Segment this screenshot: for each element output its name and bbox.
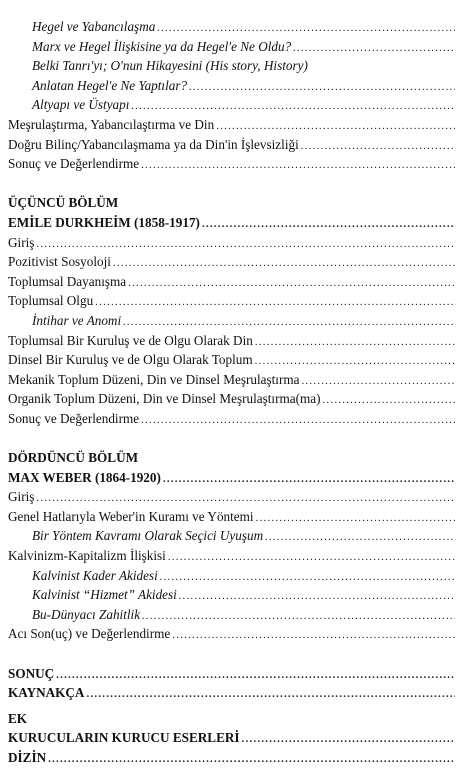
dot-leader — [322, 391, 455, 411]
toc-entry — [8, 624, 455, 644]
dot-leader — [265, 528, 455, 548]
toc-entry-title: Giriş — [8, 234, 35, 250]
toc-entry — [8, 507, 455, 527]
toc-entry-title: Belki Tanrı'yı; O'nun Hikayesini (His story, History) — [32, 58, 308, 74]
toc-entry — [8, 233, 455, 253]
toc-entry — [8, 56, 455, 76]
toc-entry-title: EMİLE DURKHEİM (1858-1917) — [8, 214, 200, 230]
toc-entry — [8, 135, 455, 155]
table-of-contents — [8, 17, 455, 768]
toc-entry-title: Kalvinist “Hizmet” Akidesi — [32, 587, 177, 603]
toc-entry-title: Sonuç ve Değerlendirme — [8, 410, 140, 426]
toc-entry — [8, 585, 455, 605]
toc-entry-title: Toplumsal Dayanışma — [8, 273, 127, 289]
dot-leader — [168, 548, 455, 568]
toc-entry — [8, 272, 455, 292]
chapter-heading: ÜÇÜNCÜ BÖLÜM — [8, 195, 119, 211]
spacer — [8, 428, 455, 448]
dot-leader — [142, 607, 455, 627]
toc-entry — [8, 546, 455, 566]
toc-entry — [8, 526, 455, 546]
dot-leader — [202, 215, 455, 235]
dot-leader — [86, 685, 455, 705]
toc-entry-title: MAX WEBER (1864-1920) — [8, 469, 161, 485]
toc-entry-title: Altyapı ve Üstyapı — [32, 97, 130, 113]
toc-entry — [8, 311, 455, 331]
dot-leader — [163, 470, 455, 490]
toc-entry-title: Dinsel Bir Kuruluş ve de Olgu Olarak Toplum — [8, 352, 253, 368]
toc-entry-title: Toplumsal Bir Kuruluş ve de Olgu Olarak Din — [8, 332, 253, 348]
toc-entry-title: İntihar ve Anomi — [32, 312, 122, 328]
toc-entry — [8, 566, 455, 586]
toc-entry — [8, 95, 455, 115]
toc-entry — [8, 350, 455, 370]
dot-leader — [95, 293, 455, 313]
toc-entry-title: KURUCULARIN KURUCU ESERLERİ — [8, 730, 240, 746]
dot-leader — [256, 509, 455, 529]
dot-leader — [172, 626, 455, 646]
toc-entry-title: Bir Yöntem Kavramı Olarak Seçici Uyuşum — [32, 528, 264, 544]
toc-entry — [8, 291, 455, 311]
dot-leader — [141, 156, 455, 176]
toc-entry — [8, 409, 455, 429]
toc-entry — [8, 154, 455, 174]
toc-entry-title: KAYNAKÇA — [8, 685, 85, 701]
toc-entry-title: Pozitivist Sosyoloji — [8, 254, 111, 270]
dot-leader — [113, 254, 455, 274]
toc-entry-title: Toplumsal Olgu — [8, 293, 94, 309]
toc-entry-index — [8, 748, 455, 768]
dot-leader — [293, 39, 455, 59]
toc-entry-title: Hegel ve Yabancılaşma — [32, 19, 156, 34]
dot-leader — [160, 568, 455, 588]
toc-entry — [8, 331, 455, 351]
dot-leader — [242, 730, 455, 750]
chapter-title — [8, 468, 455, 488]
toc-entry-title: Genel Hatlarıyla Weber'in Kuramı ve Yöntemi — [8, 508, 254, 524]
toc-entry-title: Sonuç ve Değerlendirme — [8, 156, 140, 172]
dot-leader — [128, 274, 455, 294]
toc-entry — [8, 605, 455, 625]
chapter-title — [8, 213, 455, 233]
toc-entry-appendix-title — [8, 728, 455, 748]
toc-entry-title: Anlatan Hegel'e Ne Yaptılar? — [32, 77, 188, 93]
toc-entry-title: Mekanik Toplum Düzeni, Din ve Dinsel Meşrulaştırma — [8, 371, 300, 387]
toc-entry-title: Organik Toplum Düzeni, Din ve Dinsel Meşrulaştırma(ma) — [8, 391, 321, 407]
toc-entry-title: Giriş — [8, 489, 35, 505]
dot-leader — [301, 372, 455, 392]
dot-leader — [301, 137, 455, 157]
dot-leader — [141, 411, 455, 431]
toc-entry-title: SONUÇ — [8, 665, 55, 681]
toc-entry-appendix — [8, 709, 455, 729]
toc-entry-title: Acı Son(uç) ve Değerlendirme — [8, 626, 171, 642]
toc-entry-conclusion — [8, 664, 455, 684]
dot-leader — [255, 333, 455, 353]
toc-entry-title: Bu-Dünyacı Zahitlik — [32, 606, 141, 622]
toc-entry — [8, 76, 455, 96]
chapter-heading: DÖRDÜNCÜ BÖLÜM — [8, 450, 139, 466]
dot-leader — [179, 587, 455, 607]
spacer — [8, 644, 455, 664]
toc-entry-title: DİZİN — [8, 749, 47, 765]
toc-entry — [8, 370, 455, 390]
toc-entry-title: Kalvinist Kader Akidesi — [32, 567, 158, 583]
toc-entry-title: Marx ve Hegel İlişkisine ya da Hegel'e Ne Oldu? — [32, 38, 292, 54]
toc-entry — [8, 487, 455, 507]
spacer — [8, 174, 455, 194]
toc-entry — [8, 115, 455, 135]
toc-entry — [8, 252, 455, 272]
toc-entry — [8, 37, 455, 57]
toc-entry-title: Meşrulaştırma, Yabancılaştırma ve Din — [8, 116, 215, 132]
toc-entry — [8, 389, 455, 409]
toc-entry-bibliography — [8, 683, 455, 703]
toc-entry — [8, 17, 455, 37]
toc-entry-title: EK — [8, 710, 28, 726]
dot-leader — [56, 666, 455, 686]
toc-entry-title: Kalvinizm-Kapitalizm İlişkisi — [8, 548, 166, 564]
toc-entry-title: Doğru Bilinç/Yabancılaşmama ya da Din'in İşlevsizliği — [8, 136, 299, 152]
dot-leader — [189, 78, 455, 98]
